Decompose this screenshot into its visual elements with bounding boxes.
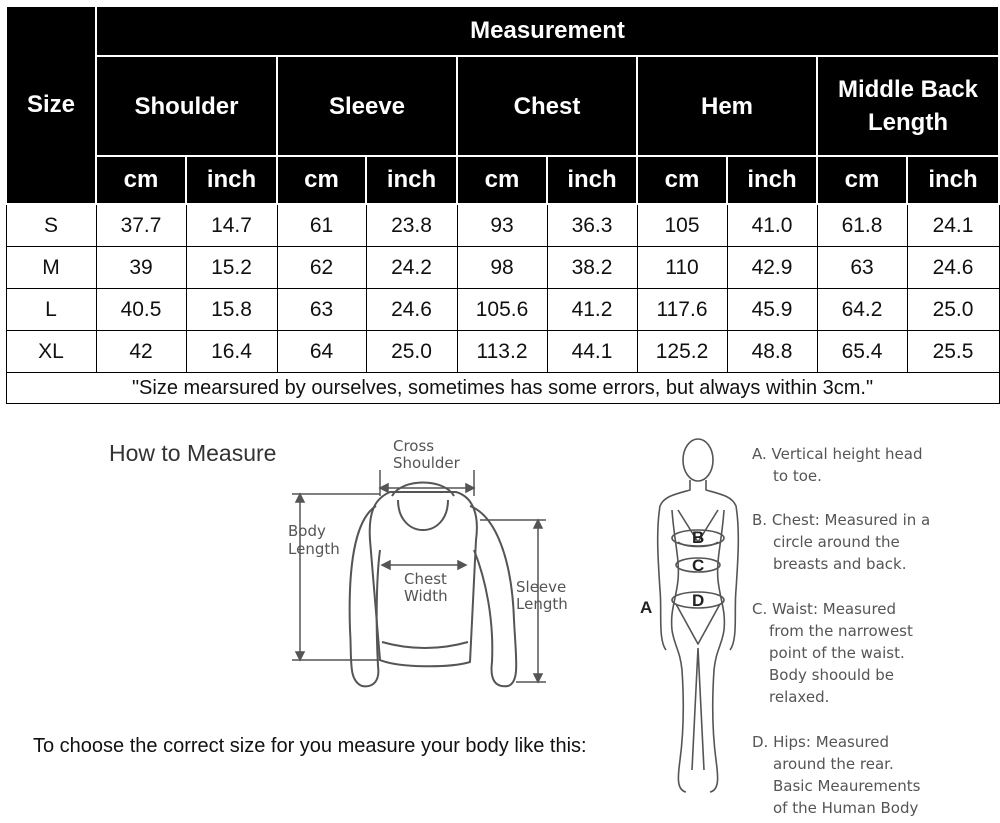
group-header-shoulder: Shoulder <box>96 56 277 156</box>
legend-c-line5: relaxed. <box>769 688 830 706</box>
body-letter-b: B <box>692 528 705 547</box>
table-cell: 125.2 <box>637 331 727 373</box>
unit-header: cm <box>457 156 547 204</box>
legend-c-line4: Body shoould be <box>769 666 895 684</box>
table-cell: 25.5 <box>907 331 999 373</box>
table-cell: 63 <box>277 289 366 331</box>
unit-header: cm <box>637 156 727 204</box>
table-cell: 41.0 <box>727 204 817 247</box>
table-cell: 23.8 <box>366 204 457 247</box>
how-to-measure-title: How to Measure <box>109 440 277 466</box>
table-cell: 64.2 <box>817 289 907 331</box>
body-length-label-line2: Length <box>288 540 340 558</box>
table-cell: 61 <box>277 204 366 247</box>
table-cell: 24.2 <box>366 247 457 289</box>
table-cell: 93 <box>457 204 547 247</box>
table-cell: 15.8 <box>186 289 277 331</box>
legend-a <box>752 443 922 487</box>
table-row <box>6 204 999 247</box>
table-cell: 41.2 <box>547 289 637 331</box>
unit-header: cm <box>277 156 366 204</box>
table-cell: 14.7 <box>186 204 277 247</box>
unit-header: inch <box>547 156 637 204</box>
table-cell: 15.2 <box>186 247 277 289</box>
table-row <box>6 247 999 289</box>
table-cell: 36.3 <box>547 204 637 247</box>
legend-d <box>752 731 920 819</box>
cross-shoulder-label-line2: Shoulder <box>393 454 460 472</box>
sleeve-length-label-line1: Sleeve <box>516 578 567 596</box>
table-cell: 105 <box>637 204 727 247</box>
chest-width-label-line1: Chest <box>404 570 447 588</box>
table-cell: 39 <box>96 247 186 289</box>
table-cell: 117.6 <box>637 289 727 331</box>
table-cell: 45.9 <box>727 289 817 331</box>
unit-header: inch <box>366 156 457 204</box>
unit-header: inch <box>907 156 999 204</box>
table-cell: 38.2 <box>547 247 637 289</box>
table-cell: 65.4 <box>817 331 907 373</box>
table-cell: 24.1 <box>907 204 999 247</box>
table-cell: 16.4 <box>186 331 277 373</box>
legend-b <box>752 509 930 575</box>
table-cell: 25.0 <box>907 289 999 331</box>
group-header-middle-back-length: Middle Back Length <box>817 56 999 156</box>
group-header-hem: Hem <box>637 56 817 156</box>
legend-c-line3: point of the waist. <box>769 644 905 662</box>
legend-b-line3: breasts and back. <box>773 555 907 573</box>
legend-c <box>752 598 913 708</box>
table-cell: 37.7 <box>96 204 186 247</box>
size-cell: XL <box>6 331 96 373</box>
table-cell: 40.5 <box>96 289 186 331</box>
table-cell: 48.8 <box>727 331 817 373</box>
unit-header: cm <box>96 156 186 204</box>
group-header-sleeve: Sleeve <box>277 56 457 156</box>
table-cell: 24.6 <box>907 247 999 289</box>
unit-header: cm <box>817 156 907 204</box>
size-cell: S <box>6 204 96 247</box>
legend-d-line2: around the rear. <box>773 755 894 773</box>
body-letter-a: A <box>640 598 653 617</box>
table-cell: 44.1 <box>547 331 637 373</box>
table-cell: 61.8 <box>817 204 907 247</box>
body-letter-c: C <box>692 556 705 575</box>
group-header-chest: Chest <box>457 56 637 156</box>
legend-d-line1: D. Hips: Measured <box>752 733 889 751</box>
table-cell: 110 <box>637 247 727 289</box>
table-cell: 24.6 <box>366 289 457 331</box>
measurement-header: Measurement <box>96 6 999 56</box>
table-cell: 63 <box>817 247 907 289</box>
legend-c-line2: from the narrowest <box>769 622 913 640</box>
table-cell: 64 <box>277 331 366 373</box>
cross-shoulder-label-line1: Cross <box>393 437 435 455</box>
size-header: Size <box>6 6 96 204</box>
legend-a-line2: to toe. <box>773 467 822 485</box>
unit-header: inch <box>186 156 277 204</box>
legend-d-line4: of the Human Body <box>773 799 919 817</box>
size-cell: L <box>6 289 96 331</box>
size-cell: M <box>6 247 96 289</box>
table-cell: 25.0 <box>366 331 457 373</box>
choose-size-instruction: To choose the correct size for you measure your body like this: <box>33 735 587 757</box>
chest-width-label-line2: Width <box>404 587 448 605</box>
table-cell: 42.9 <box>727 247 817 289</box>
unit-header: inch <box>727 156 817 204</box>
garment-measure-illustration <box>280 430 600 700</box>
body-length-label-line1: Body <box>288 522 326 540</box>
legend-c-line1: C. Waist: Measured <box>752 600 897 618</box>
table-cell: 98 <box>457 247 547 289</box>
legend-b-line2: circle around the <box>773 533 900 551</box>
table-cell: 105.6 <box>457 289 547 331</box>
body-measure-illustration <box>636 430 746 810</box>
table-cell: 113.2 <box>457 331 547 373</box>
legend-b-line1: B. Chest: Measured in a <box>752 511 931 529</box>
table-cell: 42 <box>96 331 186 373</box>
table-row <box>6 331 999 373</box>
table-note: "Size mearsured by ourselves, sometimes has some errors, but always within 3cm." <box>6 373 999 404</box>
sleeve-length-label-line2: Length <box>516 595 568 613</box>
legend-d-line3: Basic Meaurements <box>773 777 921 795</box>
table-row <box>6 289 999 331</box>
legend-a-line1: A. Vertical height head <box>752 445 923 463</box>
size-chart-table <box>5 5 1000 404</box>
table-cell: 62 <box>277 247 366 289</box>
body-letter-d: D <box>692 591 705 610</box>
